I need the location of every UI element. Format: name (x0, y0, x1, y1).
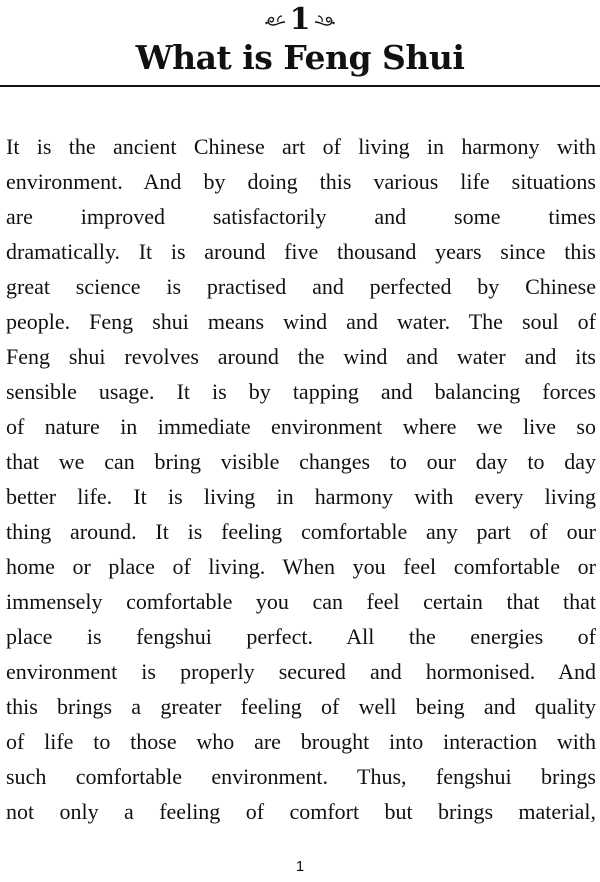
text-line: this brings a greater feeling of well being and quality (6, 694, 596, 719)
page-number: 1 (295, 858, 305, 875)
right-flourish-icon (314, 13, 336, 27)
text-line: home or place of living. When you feel comfortable or (6, 554, 596, 579)
chapter-title: What is Feng Shui (135, 38, 465, 77)
text-line: great science is practised and perfected by Chinese (6, 274, 596, 299)
body-paragraph (6, 129, 596, 829)
text-line: thing around. It is feeling comfortable any part of our (6, 519, 596, 544)
text-line: environment is properly secured and hormonised. And (6, 659, 596, 684)
text-line: such comfortable environment. Thus, fengshui brings (6, 764, 596, 789)
text-line: Feng shui revolves around the wind and water and its (6, 344, 596, 369)
chapter-number-row (0, 0, 600, 40)
text-line: are improved satisfactorily and some times (6, 204, 596, 229)
text-line: environment. And by doing this various life situations (6, 169, 596, 194)
text-line: of nature in immediate environment where we live so (6, 414, 596, 439)
text-line: that we can bring visible changes to our day to day (6, 449, 596, 474)
left-flourish-icon (264, 13, 286, 27)
text-line: dramatically. It is around five thousand years since this (6, 239, 596, 264)
text-line: better life. It is living in harmony with every living (6, 484, 596, 509)
text-line: place is fengshui perfect. All the energies of (6, 624, 596, 649)
text-line: It is the ancient Chinese art of living in harmony with (6, 134, 596, 159)
title-divider (0, 85, 600, 87)
text-line: people. Feng shui means wind and water. The soul of (6, 309, 596, 334)
text-line: immensely comfortable you can feel certain that that (6, 589, 596, 614)
text-line: sensible usage. It is by tapping and balancing forces (6, 379, 596, 404)
chapter-number: 1 (289, 2, 311, 37)
text-line: not only a feeling of comfort but brings material, (6, 799, 596, 824)
text-line: of life to those who are brought into interaction with (6, 729, 596, 754)
